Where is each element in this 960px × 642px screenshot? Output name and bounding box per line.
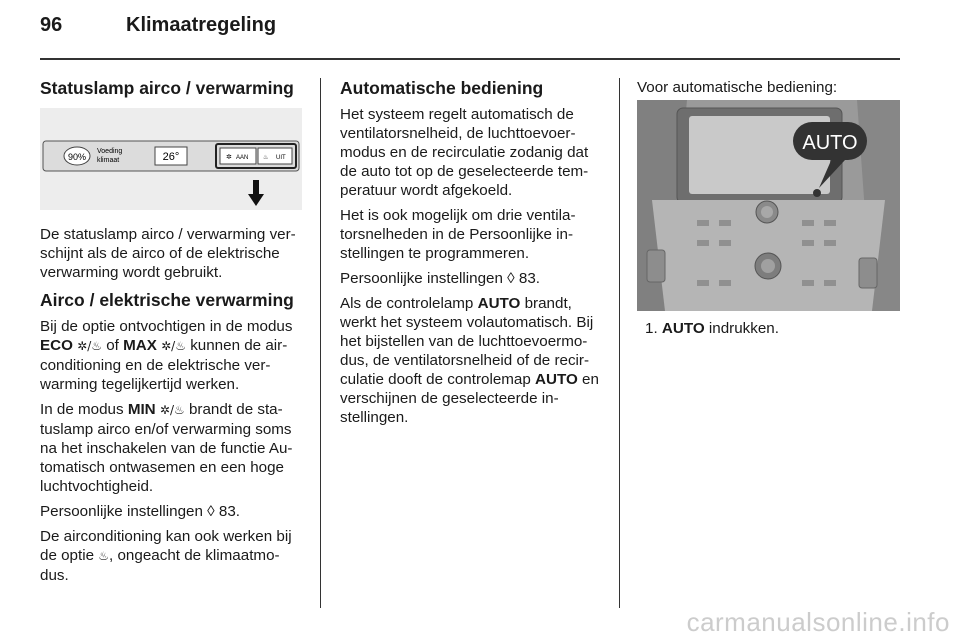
figure-label-1: Voeding: [97, 148, 123, 155]
chapter-title: Klimaatregeling: [126, 14, 277, 36]
text: In de modus: [40, 401, 128, 418]
bold-text: MIN: [127, 401, 156, 418]
text: Als de controlelamp: [340, 295, 478, 312]
figure-label-2: klimaat: [97, 157, 120, 164]
column-left: [40, 78, 305, 105]
auto-button-photo: [637, 100, 900, 311]
bold-text: ECO: [40, 337, 73, 354]
bold-text: MAX: [123, 337, 157, 354]
paragraph: Persoonlijke instellingen ◊ 83.: [40, 503, 240, 520]
watermark: carmanualsonline.info: [686, 607, 950, 637]
bold-text: AUTO: [535, 371, 578, 388]
status-lamp-figure: [40, 108, 302, 210]
snowflake-heater-icon: ✲/♨: [161, 339, 186, 353]
snowflake-heater-icon: ✲/♨: [159, 403, 185, 417]
text: Bij de optie ontvochtigen in de modus: [40, 318, 293, 335]
column-middle: [340, 78, 604, 433]
paragraph: Het is ook mogelijk om drie ventila-torsnelheden in de Persoonlijke in-stellingen te programmeren.: [340, 207, 576, 262]
auto-callout-label: AUTO: [802, 132, 858, 154]
text: De airconditioning kan ook werken bij de optie: [40, 528, 292, 564]
paragraph: [40, 317, 305, 394]
section-heading-status-lamp: Statuslamp airco / verwarming: [40, 78, 294, 98]
figure-uit-label: UIT: [276, 155, 286, 161]
section-heading-auto: Automatische bediening: [340, 78, 544, 98]
step-bold: AUTO: [661, 320, 705, 337]
figure-temperature: 26°: [162, 151, 180, 163]
text: brandt de sta-tuslamp airco en/of verwarming soms na het inschakelen van de functie Au-tomatisch ontwasemen en een hoge luchtvochtigheid.: [40, 401, 293, 495]
defrost-icon: ♨: [98, 549, 110, 563]
bold-text: AUTO: [477, 295, 521, 312]
figure-display-value: 90%: [67, 152, 87, 162]
column-divider-2: [619, 78, 620, 608]
column-divider-1: [320, 78, 321, 608]
step-list: [645, 320, 779, 337]
arrow-up-icon: [248, 180, 264, 206]
text: kunnen de air-conditioning en de elektrische ver-warming tegelijkertijd werken.: [40, 337, 288, 393]
text: of: [102, 337, 124, 354]
section-heading-airco: Airco / elektrische verwarming: [40, 290, 294, 310]
heater-icon: ♨: [263, 154, 269, 161]
page-number: 96: [40, 14, 63, 36]
text: en verschijnen de geselecteerde in-stellingen.: [340, 371, 599, 426]
paragraph: Het systeem regelt automatisch de ventilatorsnelheid, de luchttoevoer-modus en de recirculatie zodanig dat de auto tot op de geselecteerde tem-peratuur wordt afgekoeld.: [340, 106, 589, 199]
paragraph: Persoonlijke instellingen ◊ 83.: [340, 270, 540, 287]
snowflake-icon: ✲: [226, 153, 232, 161]
page-header: [40, 14, 276, 37]
snowflake-heater-icon: ✲/♨: [77, 339, 103, 353]
paragraph: De statuslamp airco / verwarming ver-schijnt als de airco of de elektrische verwarming wordt gebruikt.: [40, 226, 296, 281]
text: brandt, werkt het systeem volautomatisch. Bij het bijstellen van de luchttoevoermo-dus, de ventilatorsnelheid of de recir-culatie dooft de controlemap: [340, 295, 594, 388]
paragraph: [340, 294, 604, 427]
step-number: 1.: [645, 320, 658, 337]
column-left-body: [40, 225, 305, 591]
paragraph: [40, 400, 305, 496]
figure-aan-label: AAN: [236, 155, 249, 161]
header-rule: [40, 58, 900, 60]
step-text: indrukken.: [704, 320, 779, 337]
text: , ongeacht de klimaatmo-dus.: [40, 547, 280, 584]
intro-text: Voor automatische bediening:: [637, 79, 838, 96]
paragraph: [40, 527, 305, 585]
